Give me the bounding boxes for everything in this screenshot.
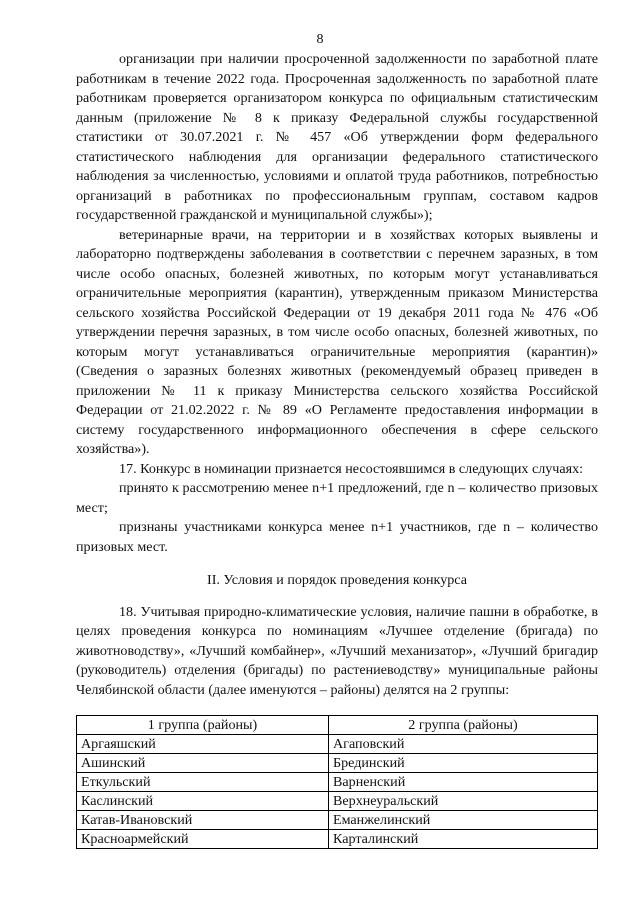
district-groups-table bbox=[76, 715, 598, 849]
document-body bbox=[76, 50, 598, 849]
table-cell: Агаповский bbox=[329, 735, 598, 754]
table-row bbox=[77, 830, 598, 849]
section-heading: II. Условия и порядок проведения конкурса bbox=[207, 572, 467, 588]
table-row bbox=[77, 792, 598, 811]
table-cell: Брединский bbox=[329, 754, 598, 773]
table-cell: Варненский bbox=[329, 773, 598, 792]
paragraph-case-participants: признаны участниками конкурса менее n+1 участников, где n – количество призовых мест. bbox=[76, 519, 598, 555]
table-row bbox=[77, 735, 598, 754]
page-number: 8 bbox=[316, 32, 324, 47]
table-cell: Еманжелинский bbox=[329, 811, 598, 830]
table-cell: Еткульский bbox=[77, 773, 329, 792]
paragraph-case-proposals: принято к рассмотрению менее n+1 предложений, где n – количество призовых мест; bbox=[76, 480, 598, 516]
table-cell: Красноармейский bbox=[77, 830, 329, 849]
table-cell: Катав-Ивановский bbox=[77, 811, 329, 830]
table-header-group-1: 1 группа (районы) bbox=[77, 716, 329, 735]
paragraph-17: 17. Конкурс в номинации признается несостоявшимся в следующих случаях: bbox=[119, 460, 584, 477]
paragraph-18: 18. Учитывая природно-климатические условия, наличие пашни в обработке, в целях проведения конкурса по номинациям «Лучшее отделение (бригада) по животноводству», «Лучший комбайнер», «Лучший механизатор», «Лучший бригадир (руководитель) отделения (бригады) по растениеводству» муниципальные районы Челябинской области (далее именуются – районы) делятся на 2 группы: bbox=[76, 603, 598, 698]
table-header-row bbox=[77, 716, 598, 735]
paragraph-continuation: организации при наличии просроченной задолженности по заработной плате работникам в течение 2022 года. Просроченная задолженность по заработной плате работникам проверяется организатором конкурса по официальным статистическим данным (приложение № 8 к приказу Федеральной службы государственной статистики от 30.07.2021 г. № 457 «Об утверждении форм федерального статистического наблюдения для организации федерального статистического наблюдения за численностью, условиями и оплатой труда работников, потребностью организаций в работниках по профессиональным группам, составом кадров государственной гражданской и муниципальной службы»); bbox=[76, 51, 598, 223]
table-cell: Аргаяшский bbox=[77, 735, 329, 754]
table-header-group-2: 2 группа (районы) bbox=[329, 716, 598, 735]
table-cell: Карталинский bbox=[329, 830, 598, 849]
paragraph-veterinarians: ветеринарные врачи, на территории и в хозяйствах которых выявлены и лабораторно подтверждены заболевания в соответствии с перечнем заразных, в том числе особо опасных, болезней животных, по которым могут устанавливаться ограничительные мероприятия (карантин), утвержденным приказом Министерства сельского хозяйства Российской Федерации от 19 декабря 2011 года № 476 «Об утверждении перечня заразных, в том числе особо опасных, болезней животных, по которым могут устанавливаться ограничительные мероприятия (карантин)» (Сведения о заразных болезнях животных (рекомендуемый образец приведен в приложении № 11 к приказу Министерства сельского хозяйства Российской Федерации от 21.02.2022 г. № 89 «О Регламенте предоставления информации в систему государственного информационного обеспечения в сфере сельского хозяйства»). bbox=[76, 226, 598, 457]
table-row bbox=[77, 754, 598, 773]
table-cell: Каслинский bbox=[77, 792, 329, 811]
table-cell: Верхнеуральский bbox=[329, 792, 598, 811]
table-cell: Ашинский bbox=[77, 754, 329, 773]
table-row bbox=[77, 811, 598, 830]
table-row bbox=[77, 773, 598, 792]
